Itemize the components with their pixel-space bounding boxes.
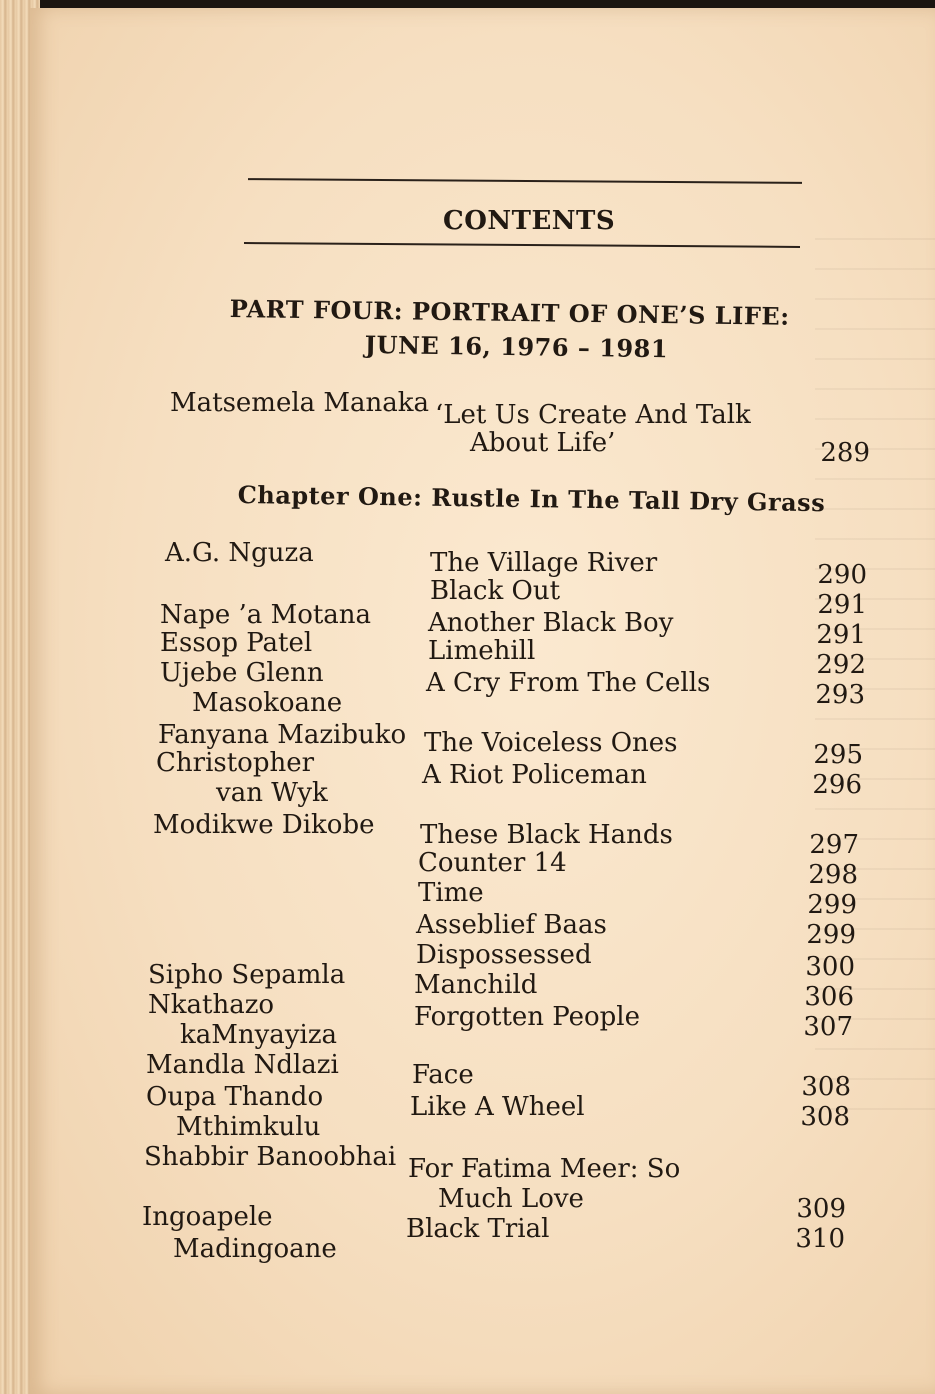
- intro-page: 289: [820, 438, 870, 468]
- author-name: Oupa Thando: [146, 1082, 324, 1112]
- author-name: Nape ’a Motana: [160, 600, 372, 630]
- author-name: Mandla Ndlazi: [146, 1050, 339, 1080]
- page-number: 290: [817, 560, 867, 590]
- intro-author: Matsemela Manaka: [170, 388, 430, 418]
- poem-title: A Cry From The Cells: [426, 668, 711, 698]
- page-number: 298: [808, 860, 858, 890]
- intro-title: ‘Let Us Create And Talk: [435, 400, 751, 430]
- page-number: 308: [801, 1072, 851, 1102]
- poem-title: Time: [418, 878, 484, 908]
- page-number: 300: [805, 952, 855, 982]
- page-number: 306: [804, 982, 854, 1012]
- poem-title: Asseblief Baas: [416, 910, 607, 940]
- poem-title: The Voiceless Ones: [424, 728, 678, 758]
- author-name: Ingoapele: [142, 1202, 273, 1232]
- page-number: 291: [816, 620, 866, 650]
- poem-title: For Fatima Meer: So: [408, 1154, 681, 1184]
- poem-title: These Black Hands: [420, 820, 673, 850]
- page-number: 299: [806, 920, 856, 950]
- poem-title: Face: [412, 1060, 474, 1090]
- author-name: Modikwe Dikobe: [153, 810, 375, 840]
- poem-title: Manchild: [414, 970, 538, 1000]
- page-number: 291: [817, 590, 867, 620]
- page-number: 299: [807, 890, 857, 920]
- poem-title: The Village River: [430, 548, 658, 578]
- author-name: kaMnyayiza: [180, 1020, 338, 1050]
- author-name: Shabbir Banoobhai: [144, 1142, 397, 1172]
- page-number: 308: [800, 1102, 850, 1132]
- poem-title: Limehill: [428, 636, 536, 666]
- book-page: [30, 8, 935, 1394]
- poem-title: Forgotten People: [414, 1002, 641, 1032]
- poem-title: Another Black Boy: [428, 608, 674, 638]
- page-number: 310: [795, 1224, 845, 1254]
- page-number: 307: [803, 1012, 853, 1042]
- page-number: 293: [815, 680, 865, 710]
- page-number: 295: [813, 740, 863, 770]
- author-name: Essop Patel: [160, 628, 313, 658]
- author-name: Mthimkulu: [176, 1112, 321, 1142]
- author-name: Fanyana Mazibuko: [158, 720, 407, 750]
- bottom-rule: [244, 242, 800, 248]
- author-name: Masokoane: [192, 688, 343, 718]
- author-name: Sipho Sepamla: [148, 960, 346, 990]
- top-rule: [248, 178, 802, 184]
- author-name: van Wyk: [216, 778, 328, 808]
- poem-title: A Riot Policeman: [422, 760, 647, 790]
- author-name: A.G. Nguza: [165, 538, 314, 568]
- author-name: Nkathazo: [148, 990, 275, 1020]
- page-number: 309: [796, 1194, 846, 1224]
- poem-title: Counter 14: [418, 848, 567, 878]
- poem-title: Black Trial: [406, 1214, 550, 1244]
- author-name: Christopher: [156, 748, 315, 778]
- poem-title: Like A Wheel: [410, 1092, 585, 1122]
- poem-title: Black Out: [430, 576, 561, 606]
- poem-title: Much Love: [438, 1184, 584, 1214]
- contents-heading: CONTENTS: [443, 206, 616, 236]
- author-name: Madingoane: [173, 1234, 337, 1264]
- poem-title: Dispossessed: [416, 940, 592, 970]
- part-title: PART FOUR: PORTRAIT OF ONE’S LIFE:: [229, 294, 790, 331]
- page-number: 296: [812, 770, 862, 800]
- author-name: Ujebe Glenn: [160, 658, 324, 688]
- page-number: 292: [816, 650, 866, 680]
- chapter-heading: Chapter One: Rustle In The Tall Dry Grass: [237, 480, 826, 518]
- part-date: JUNE 16, 1976 – 1981: [364, 330, 669, 364]
- page-number: 297: [809, 830, 859, 860]
- intro-title-cont: About Life’: [470, 428, 616, 458]
